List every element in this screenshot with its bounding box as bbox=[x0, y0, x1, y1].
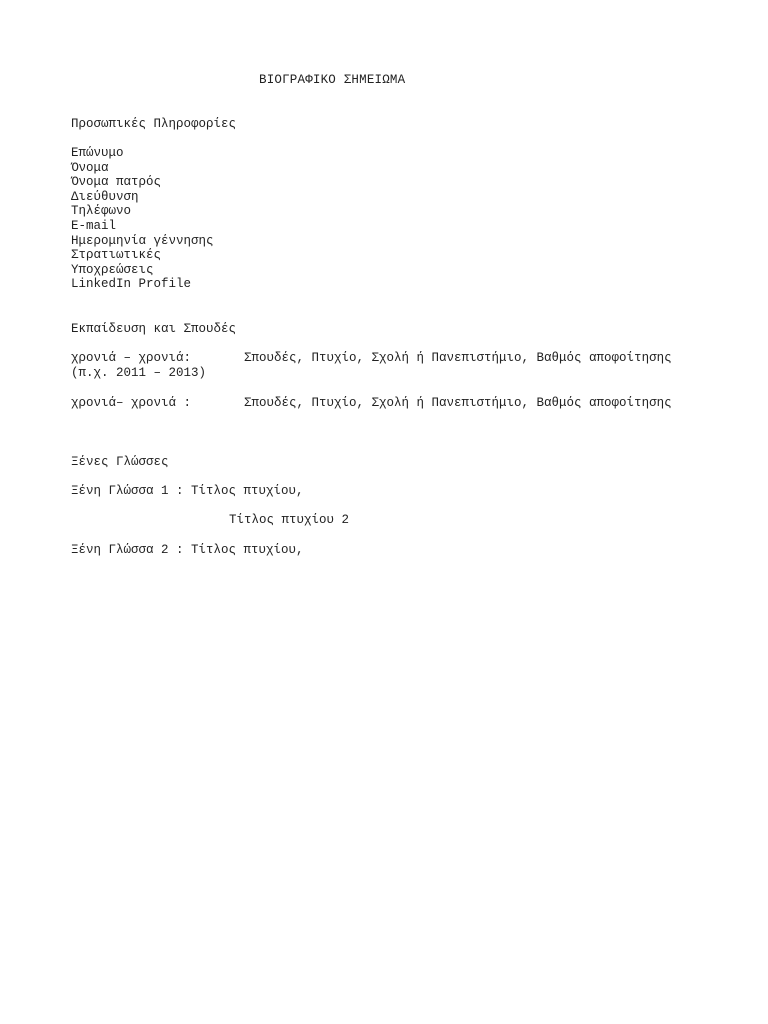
document-title: ΒΙΟΓΡΑΦΙΚΟ ΣΗΜΕΙΩΜΑ bbox=[259, 73, 406, 87]
language-1-extra-certificate: Τίτλος πτυχίου 2 bbox=[229, 513, 350, 527]
education-entry-1-note: (π.χ. 2011 – 2013) bbox=[71, 366, 207, 380]
language-1: Ξένη Γλώσσα 1 : Τίτλος πτυχίου, bbox=[71, 484, 304, 498]
education-entry-2-years: χρονιά– χρονιά : bbox=[71, 396, 192, 410]
field-first-name: Όνομα bbox=[71, 160, 109, 175]
personal-info-list bbox=[71, 146, 214, 292]
field-linkedin: LinkedIn Profile bbox=[71, 277, 192, 292]
field-birth-date: Ημερομηνία γέννησης bbox=[71, 233, 214, 248]
field-surname: Επώνυμο bbox=[71, 146, 124, 160]
field-fathers-name: Όνομα πατρός bbox=[71, 175, 162, 190]
education-entry-1-years: χρονιά – χρονιά: bbox=[71, 351, 192, 365]
field-address: Διεύθυνση bbox=[71, 189, 139, 204]
field-email: E-mail bbox=[71, 218, 117, 233]
education-entry-1-description: Σπουδές, Πτυχίο, Σχολή ή Πανεπιστήμιο, Βαθμός αποφοίτησης bbox=[244, 351, 672, 365]
education-heading: Εκπαίδευση και Σπουδές bbox=[71, 322, 237, 336]
field-phone: Τηλέφωνο bbox=[71, 204, 132, 219]
language-2: Ξένη Γλώσσα 2 : Τίτλος πτυχίου, bbox=[71, 543, 304, 557]
languages-heading: Ξένες Γλώσσες bbox=[71, 455, 169, 469]
personal-info-heading: Προσωπικές Πληροφορίες bbox=[71, 117, 237, 131]
education-entry-2-description: Σπουδές, Πτυχίο, Σχολή ή Πανεπιστήμιο, Βαθμός αποφοίτησης bbox=[244, 396, 672, 410]
field-obligations: Υποχρεώσεις bbox=[71, 262, 154, 277]
field-military: Στρατιωτικές bbox=[71, 248, 162, 263]
